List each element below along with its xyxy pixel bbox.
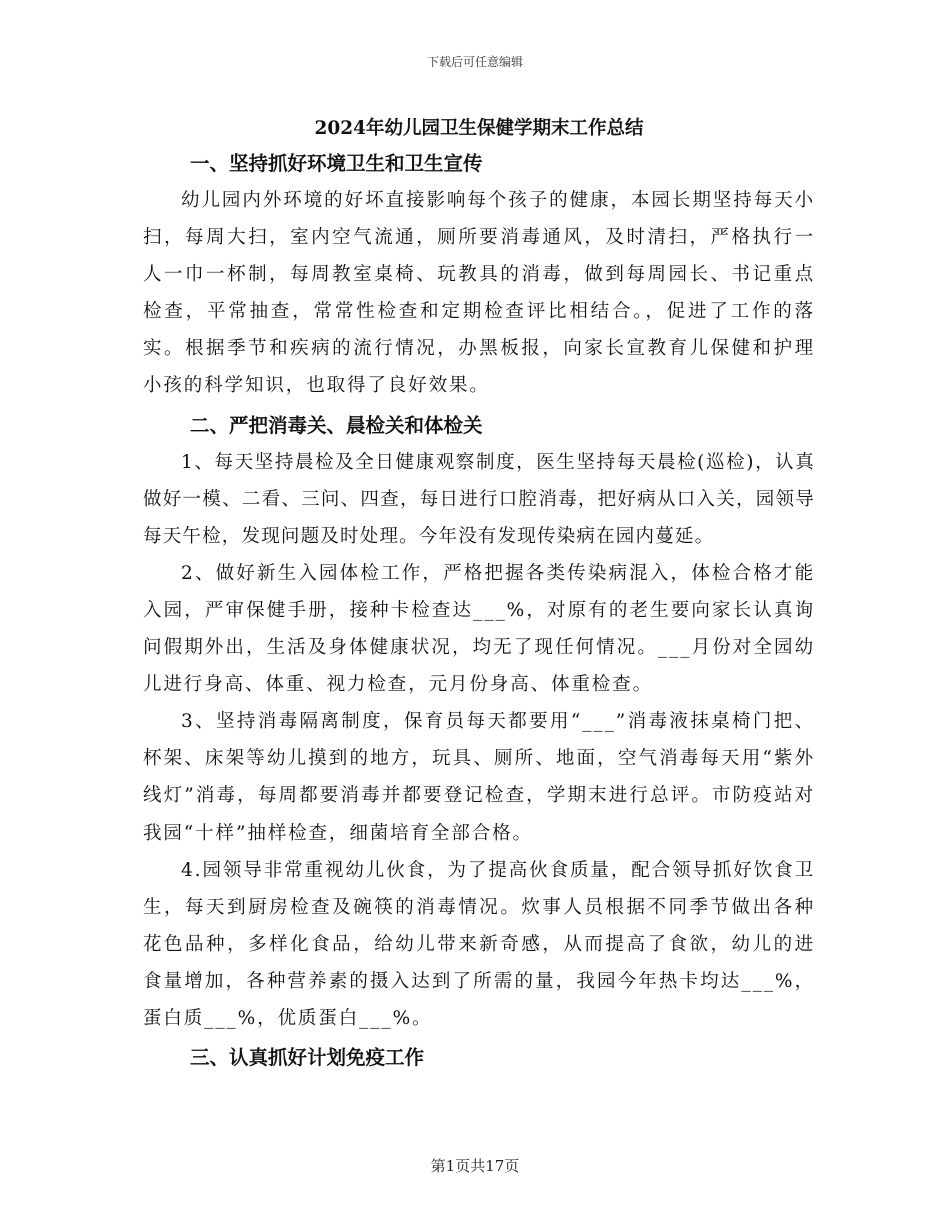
section-heading-3: 三、认真抓好计划免疫工作 bbox=[190, 1046, 425, 1070]
section-1-paragraph-1: 幼儿园内外环境的好坏直接影响每个孩子的健康，本园长期坚持每天小扫，每周大扫，室内空气流通，厕所要消毒通风，及时清扫，严格执行一人一巾一杯制，每周教室桌椅、玩教具的消毒，做到每周园长、书记重点检查，平常抽查，常常性检查和定期检查评比相结合。，促进了工作的落实。根据季节和疾病的流行情况，办黑板报，向家长宣教育儿保健和护理小孩的科学知识，也取得了良好效果。 bbox=[143, 190, 815, 397]
section-2-paragraph-3: 3、坚持消毒隔离制度，保育员每天都要用“___”消毒液抹桌椅门把、杯架、床架等幼儿摸到的地方，玩具、厕所、地面，空气消毒每天用“紫外线灯”消毒，每周都要消毒并都要登记检查，学期末进行总评。市防疫站对我园“十样”抽样检查，细菌培育全部合格。 bbox=[143, 711, 815, 844]
document-title: 2024年幼儿园卫生保健学期末工作总结 bbox=[314, 118, 644, 139]
section-2-paragraph-4: 4.园领导非常重视幼儿伙食，为了提高伙食质量，配合领导抓好饮食卫生，每天到厨房检查及碗筷的消毒情况。炊事人员根据不同季节做出各种花色品种，多样化食品，给幼儿带来新奇感，从而提高了食欲，幼儿的进食量增加，各种营养素的摄入达到了所需的量，我园今年热卡均达___%，蛋白质___%，优质蛋白___%。 bbox=[143, 859, 815, 1029]
section-heading-1: 一、坚持抓好环境卫生和卫生宣传 bbox=[190, 152, 483, 175]
section-2-paragraph-2: 2、做好新生入园体检工作，严格把握各类传染病混入，体检合格才能入园，严审保健手册，接种卡检查达___%，对原有的老生要向家长认真询问假期外出，生活及身体健康状况，均无了现任何情况。___月份对全园幼儿进行身高、体重、视力检查，元月份身高、体重检查。 bbox=[143, 562, 815, 696]
header-note: 下载后可任意编辑 bbox=[426, 55, 523, 69]
page-footer: 第1页共17页 bbox=[430, 1157, 520, 1175]
document-body bbox=[143, 112, 815, 1076]
section-2-paragraph-1: 1、每天坚持晨检及全日健康观察制度，医生坚持每天晨检(巡检)，认真做好一模、二看、三问、四查，每日进行口腔消毒，把好病从口入关，园领导每天午检，发现问题及时处理。今年没有发现传染病在园内蔓延。 bbox=[143, 451, 815, 547]
section-heading-2: 二、严把消毒关、晨检关和体检关 bbox=[190, 413, 483, 437]
